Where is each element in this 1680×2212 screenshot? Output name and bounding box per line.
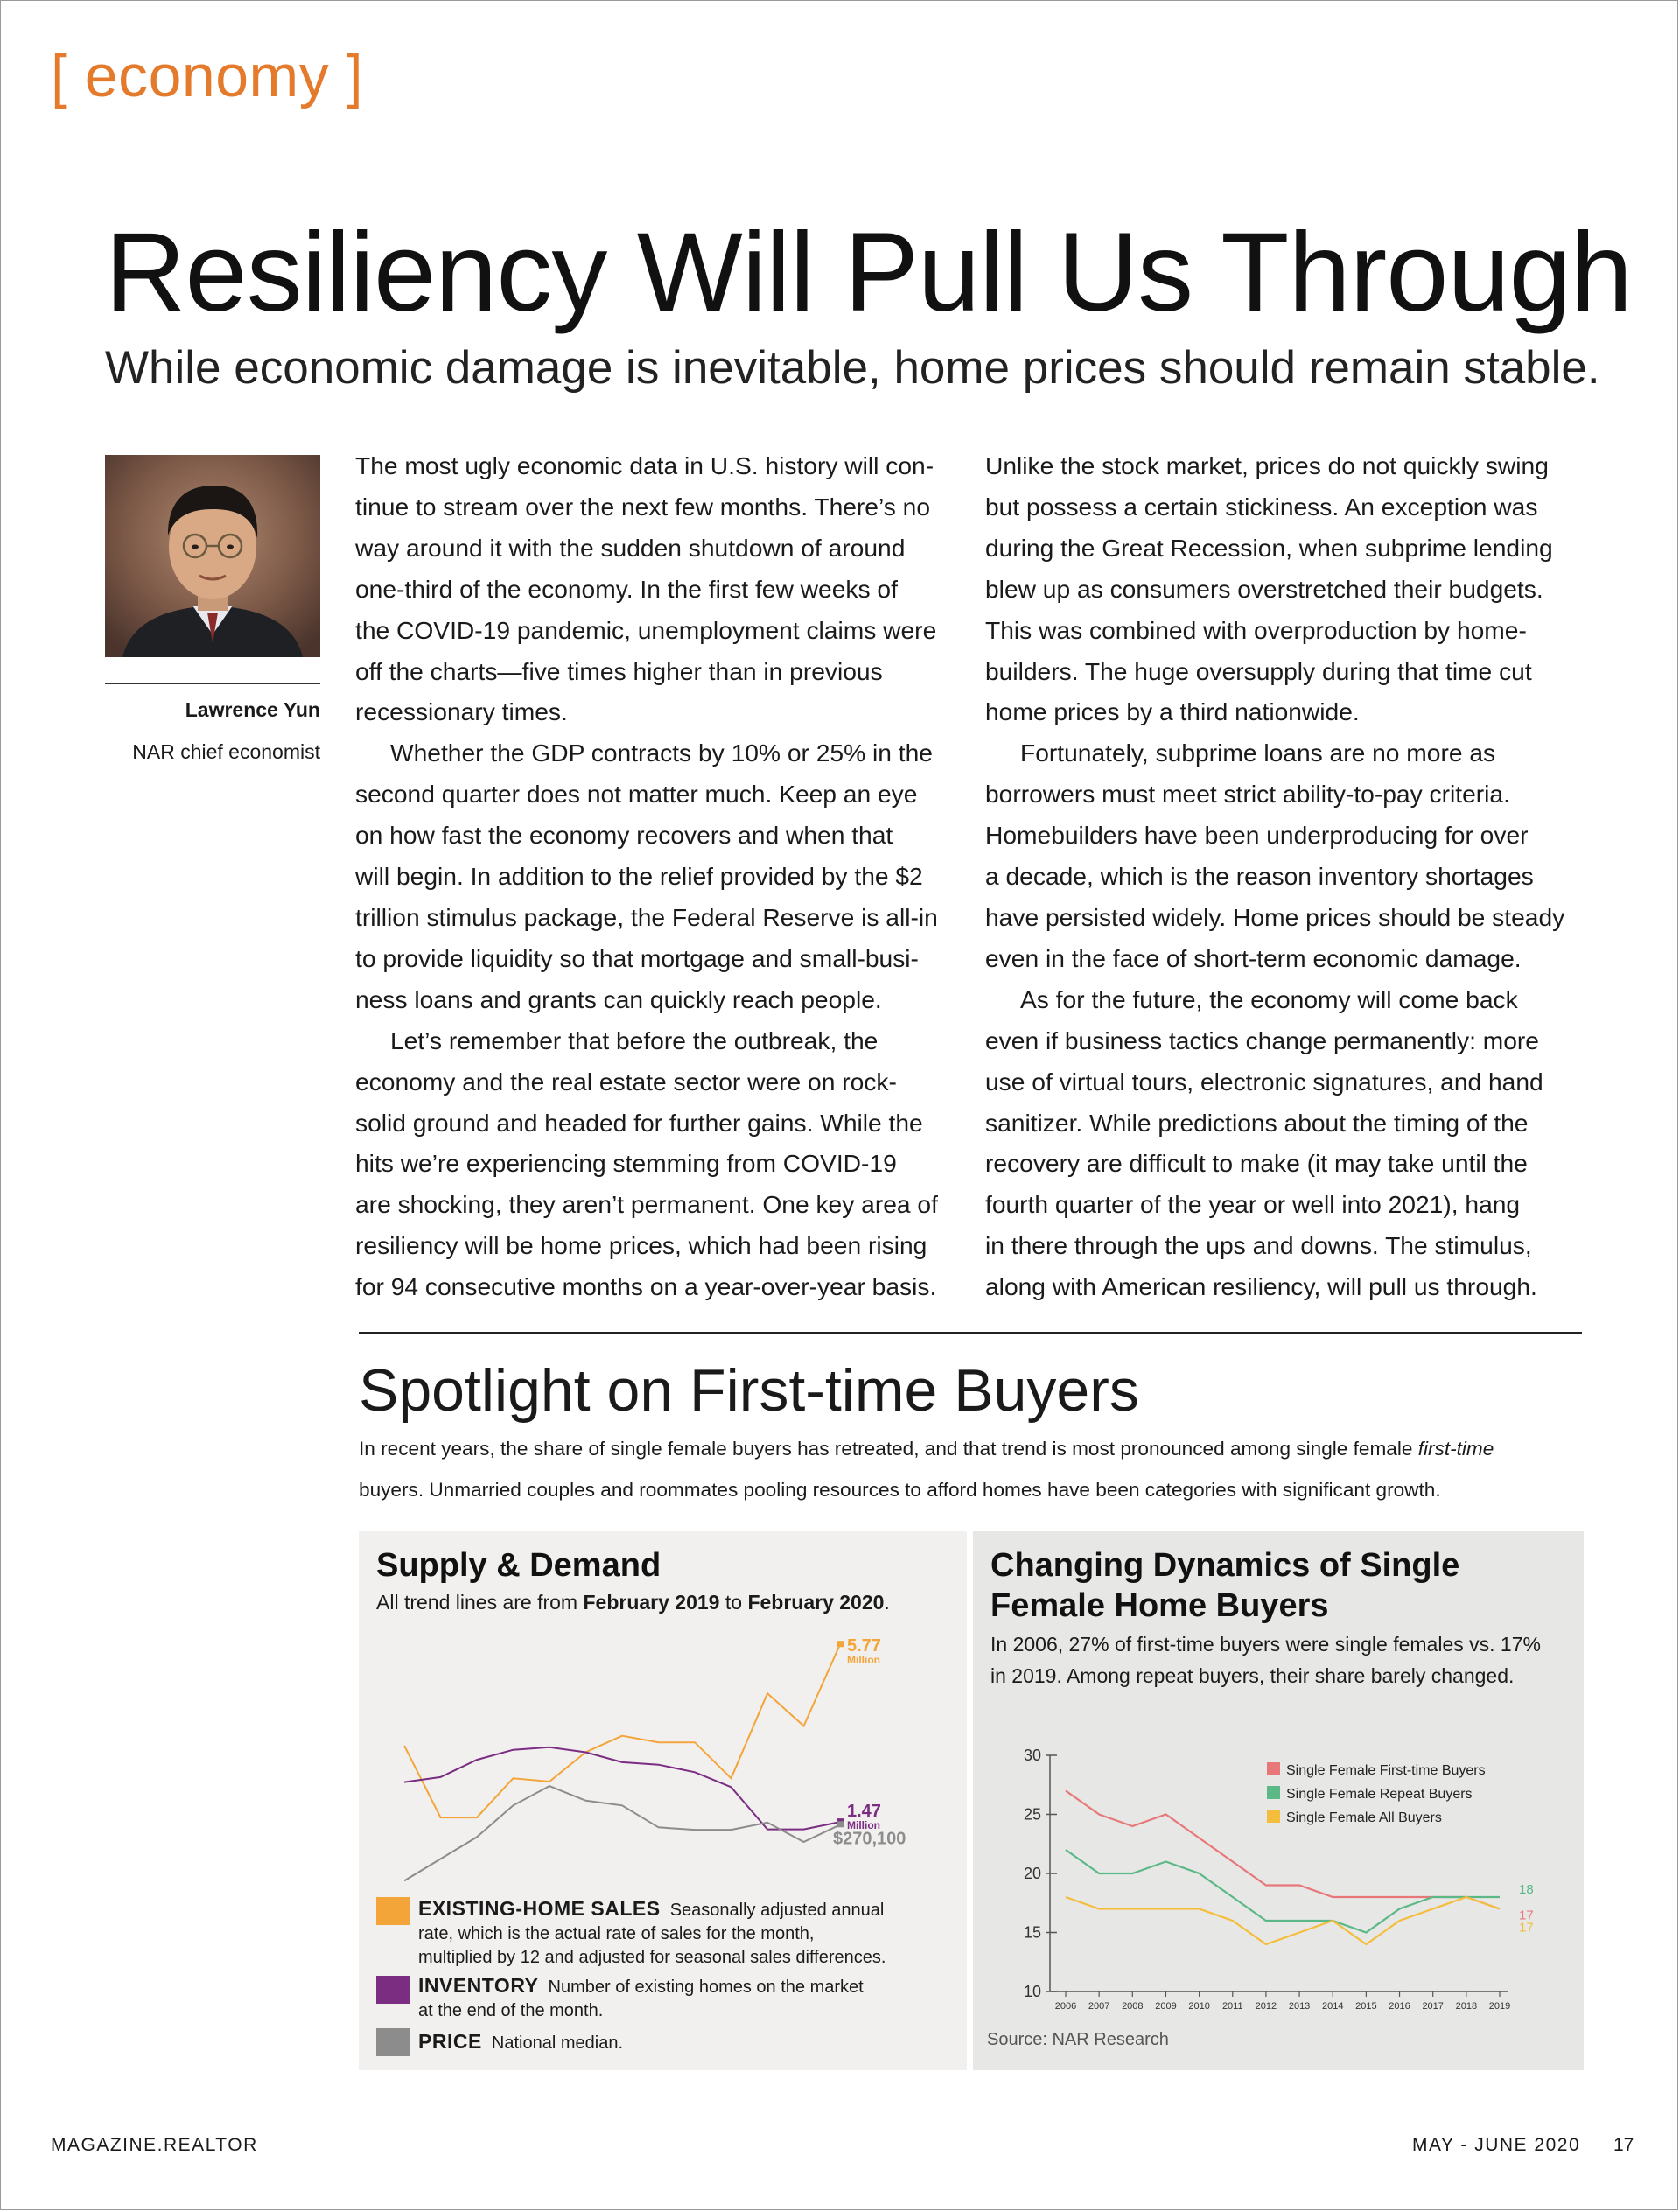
sales-end-label: 5.77: [847, 1636, 881, 1656]
dynamics-title-line1: Changing Dynamics of Single: [990, 1547, 1460, 1584]
x-tick-label: 2016: [1389, 2001, 1410, 2012]
body-line: off the charts—five times higher than in previous: [355, 656, 883, 685]
x-tick-label: 2006: [1054, 2001, 1077, 2012]
section-divider: [359, 1332, 1582, 1334]
legend-label: Single Female Repeat Buyers: [1286, 1787, 1473, 1802]
y-tick-label: 30: [1023, 1746, 1041, 1764]
repeat-buyers-line: [1066, 1850, 1500, 1933]
body-line: hits we’re experiencing stemming from COVID-19: [355, 1149, 897, 1178]
body-line: will begin. In addition to the relief provided by the $2: [355, 862, 923, 891]
body-line: Let’s remember that before the outbreak, the: [390, 1026, 878, 1054]
body-line: Whether the GDP contracts by 10% or 25% in the: [390, 738, 933, 767]
y-tick-label: 15: [1023, 1923, 1041, 1942]
body-line: As for the future, the economy will come back: [1020, 984, 1518, 1013]
sales-line-end-marker: [837, 1641, 844, 1647]
body-column-right: [985, 445, 1580, 1307]
y-tick-label: 25: [1023, 1805, 1041, 1824]
article-headline: Resiliency Will Pull Us Through: [105, 210, 1632, 335]
body-line: home prices by a third nationwide.: [985, 697, 1360, 726]
author-rule: [105, 682, 320, 684]
body-line: one-third of the economy. In the first few weeks of: [355, 574, 898, 603]
article-deck: While economic damage is inevitable, home prices should remain stable.: [105, 342, 1600, 394]
dynamics-subtitle-line2: in 2019. Among repeat buyers, their share barely changed.: [990, 1664, 1515, 1687]
legend-sales: EXISTING-HOME SALES Seasonally adjusted annual rate, which is the actual rate of sales for the month, multiplied by 12 and adjusted for seasonal sales differences.: [418, 1897, 886, 1967]
legend-label: Single Female First-time Buyers: [1286, 1763, 1486, 1778]
dynamics-title-line2: Female Home Buyers: [990, 1587, 1329, 1624]
x-tick-label: 2014: [1321, 2001, 1344, 2012]
body-line: use of virtual tours, electronic signatures, and hand: [985, 1067, 1544, 1096]
body-line: during the Great Recession, when subprime lending: [985, 533, 1553, 562]
legend-label: Single Female All Buyers: [1286, 1810, 1442, 1825]
section-tag: [ economy ]: [51, 43, 363, 109]
legend-swatch: [1267, 1786, 1280, 1799]
legend-swatch: [1267, 1810, 1280, 1823]
dynamics-subtitle-line1: In 2006, 27% of first-time buyers were single females vs. 17%: [990, 1633, 1541, 1656]
body-line: second quarter does not matter much. Keep an eye: [355, 780, 918, 808]
spotlight-intro-text: In recent years, the share of single female buyers has retreated, and that trend is most pronounced among single female: [359, 1438, 1418, 1460]
dynamics-chart: [973, 1531, 1584, 2070]
x-tick-label: 2012: [1255, 2001, 1278, 2012]
body-line: in there through the ups and downs. The stimulus,: [985, 1231, 1532, 1260]
x-tick-label: 2015: [1355, 2001, 1377, 2012]
x-tick-label: 2017: [1422, 2001, 1444, 2012]
body-line: recovery are difficult to make (it may take until the: [985, 1149, 1528, 1178]
x-tick-label: 2010: [1188, 2001, 1210, 2012]
body-line: but possess a certain stickiness. An exception was: [985, 492, 1538, 521]
supply-panel-subtitle: All trend lines are from February 2019 to February 2020.: [376, 1591, 890, 1614]
body-line: even if business tactics change permanently: more: [985, 1026, 1539, 1054]
supply-demand-chart: [359, 1531, 967, 1899]
spotlight-intro: [359, 1428, 1584, 1510]
y-tick-label: 10: [1023, 1983, 1041, 2000]
legend-price: PRICE National median.: [418, 2030, 624, 2053]
x-tick-label: 2009: [1155, 2001, 1177, 2012]
body-line: the COVID-19 pandemic, unemployment claims were: [355, 615, 937, 644]
body-line: have persisted widely. Home prices should be steady: [985, 902, 1565, 931]
body-line: builders. The huge oversupply during that time cut: [985, 656, 1532, 685]
author-title: NAR chief economist: [132, 740, 320, 763]
y-tick-label: 20: [1023, 1865, 1041, 1882]
footer-page-number: 17: [1614, 2135, 1634, 2155]
body-line: even in the face of short-term economic damage.: [985, 943, 1522, 972]
price-swatch: [376, 2028, 410, 2056]
chart-source: Source: NAR Research: [987, 2030, 1169, 2049]
legend-inventory: INVENTORY Number of existing homes on the market at the end of the month.: [418, 1974, 864, 2020]
body-line: ness loans and grants can quickly reach people.: [355, 984, 882, 1013]
x-tick-label: 2019: [1488, 2001, 1511, 2012]
body-line: are shocking, they aren’t permanent. One key area of: [355, 1190, 938, 1219]
inventory-end-label: 1.47: [847, 1802, 881, 1822]
inventory-swatch: [376, 1976, 410, 2004]
body-line: sanitizer. While predictions about the timing of the: [985, 1108, 1529, 1137]
inventory-end-unit: Million: [847, 1819, 880, 1832]
x-tick-label: 2011: [1222, 2001, 1243, 2012]
supply-panel-title: Supply & Demand: [376, 1547, 662, 1584]
body-line: trillion stimulus package, the Federal Reserve is all-in: [355, 902, 938, 931]
body-line: a decade, which is the reason inventory shortages: [985, 862, 1534, 891]
price-line-end-marker: [837, 1821, 844, 1827]
body-line: blew up as consumers overstretched their budgets.: [985, 574, 1544, 603]
price-line: [404, 1786, 840, 1880]
sales-end-unit: Million: [847, 1654, 880, 1667]
body-line: borrowers must meet strict ability-to-pay criteria.: [985, 780, 1510, 808]
body-line: Homebuilders have been underproducing for over: [985, 821, 1529, 850]
body-line: The most ugly economic data in U.S. history will con-: [355, 452, 934, 480]
x-tick-label: 2018: [1455, 2001, 1478, 2012]
dynamics-panel: [973, 1531, 1584, 2070]
end-value-label: 17: [1519, 1920, 1534, 1936]
spotlight-intro-emphasis: first-time: [1418, 1438, 1494, 1460]
body-line: along with American resiliency, will pull us through.: [985, 1272, 1537, 1301]
x-tick-label: 2008: [1122, 2001, 1144, 2012]
body-line: recessionary times.: [355, 697, 568, 726]
body-line: on how fast the economy recovers and when that: [355, 821, 893, 850]
sales-line: [404, 1644, 840, 1817]
body-line: This was combined with overproduction by home-: [985, 615, 1527, 644]
spotlight-intro-text: buyers. Unmarried couples and roommates pooling resources to afford homes have been categories with significant growth.: [359, 1479, 1441, 1501]
first-time-buyers-line: [1066, 1791, 1500, 1909]
body-line: for 94 consecutive months on a year-over-year basis.: [355, 1272, 937, 1301]
author-photo: [105, 455, 320, 657]
body-line: Unlike the stock market, prices do not quickly swing: [985, 452, 1549, 480]
end-value-label: 18: [1519, 1882, 1534, 1897]
body-line: tinue to stream over the next few months. There’s no: [355, 492, 931, 521]
supply-demand-panel: [359, 1531, 967, 2070]
body-line: resiliency will be home prices, which had been rising: [355, 1231, 928, 1260]
footer-issue-date: MAY - JUNE 2020: [1412, 2135, 1581, 2155]
body-line: to provide liquidity so that mortgage and small-busi-: [355, 943, 919, 972]
x-tick-label: 2013: [1288, 2001, 1311, 2012]
end-value-label: 17: [1519, 1908, 1534, 1923]
legend-swatch: [1267, 1762, 1280, 1775]
body-line: solid ground and headed for further gains. While the: [355, 1108, 923, 1137]
body-line: Fortunately, subprime loans are no more as: [1020, 738, 1496, 767]
x-tick-label: 2007: [1088, 2001, 1110, 2012]
author-name: Lawrence Yun: [185, 698, 320, 721]
spotlight-title: Spotlight on First-time Buyers: [359, 1357, 1139, 1424]
sales-swatch: [376, 1897, 410, 1925]
body-column-left: [355, 445, 950, 1307]
price-end-label: $270,100: [833, 1829, 906, 1849]
footer-publication: MAGAZINE.REALTOR: [51, 2135, 258, 2155]
body-line: economy and the real estate sector were on rock-: [355, 1067, 897, 1096]
body-line: way around it with the sudden shutdown of around: [355, 533, 906, 562]
body-line: fourth quarter of the year or well into 2021), hang: [985, 1190, 1521, 1219]
